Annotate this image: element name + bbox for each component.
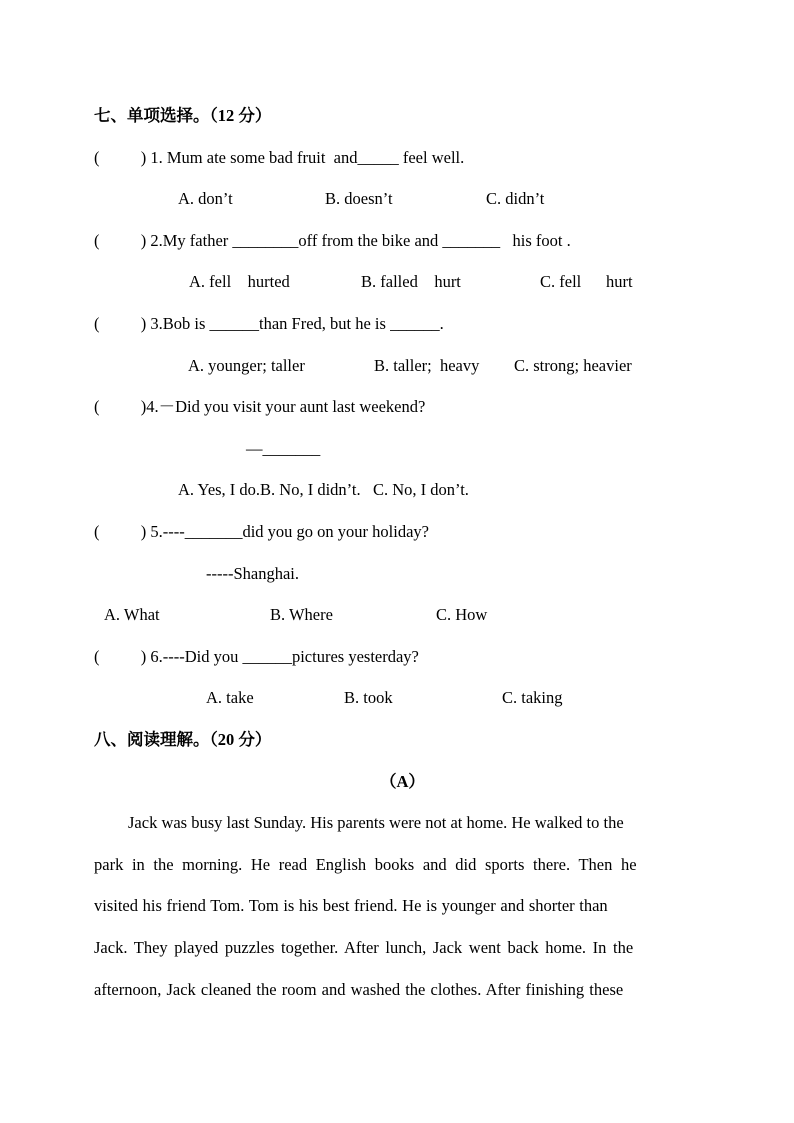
q1-option-c[interactable]: C. didn’t: [486, 189, 545, 208]
q3-option-a[interactable]: A. younger; taller: [188, 356, 305, 375]
passage-line-2: park in the morning. He read English books and did sports there. Then he: [94, 855, 637, 874]
section7-heading: 七、单项选择。（12 分）: [94, 106, 272, 125]
q5-option-c[interactable]: C. How: [436, 605, 488, 624]
q5-stem: ( ) 5.----_______did you go on your holiday?: [94, 522, 429, 541]
q1-option-a[interactable]: A. don’t: [178, 189, 233, 208]
q2-stem: ( ) 2.My father ________off from the bike and _______ his foot .: [94, 231, 571, 250]
q2-option-c[interactable]: C. fell hurt: [540, 272, 633, 291]
q5-option-a[interactable]: A. What: [104, 605, 160, 624]
q4-options[interactable]: A. Yes, I do.B. No, I didn’t. C. No, I don’t.: [178, 480, 469, 499]
q1-stem: ( ) 1. Mum ate some bad fruit and_____ feel well.: [94, 148, 465, 167]
q3-option-c[interactable]: C. strong; heavier: [514, 356, 632, 375]
q5-answer: -----Shanghai.: [206, 564, 300, 583]
q6-option-b[interactable]: B. took: [344, 688, 393, 707]
q4-stem: ( )4.－Did you visit your aunt last weekend?: [94, 397, 426, 416]
q4-answer-line: —_______: [246, 439, 321, 458]
q6-option-c[interactable]: C. taking: [502, 688, 563, 707]
q3-stem: ( ) 3.Bob is ______than Fred, but he is ______.: [94, 314, 444, 333]
passage-line-5: afternoon, Jack cleaned the room and washed the clothes. After finishing these: [94, 980, 624, 999]
q5-option-b[interactable]: B. Where: [270, 605, 333, 624]
section8-heading: 八、阅读理解。（20 分）: [94, 730, 272, 749]
q6-option-a[interactable]: A. take: [206, 688, 254, 707]
q2-option-b[interactable]: B. falled hurt: [361, 272, 461, 291]
q6-stem: ( ) 6.----Did you ______pictures yesterday?: [94, 647, 419, 666]
passage-line-1: Jack was busy last Sunday. His parents were not at home. He walked to the: [128, 813, 624, 832]
q1-option-b[interactable]: B. doesn’t: [325, 189, 393, 208]
q2-option-a[interactable]: A. fell hurted: [189, 272, 290, 291]
passage-label: （A）: [380, 772, 425, 791]
q3-option-b[interactable]: B. taller; heavy: [374, 356, 480, 375]
passage-line-4: Jack. They played puzzles together. After lunch, Jack went back home. In the: [94, 938, 634, 957]
passage-line-3: visited his friend Tom. Tom is his best friend. He is younger and shorter than: [94, 896, 608, 915]
